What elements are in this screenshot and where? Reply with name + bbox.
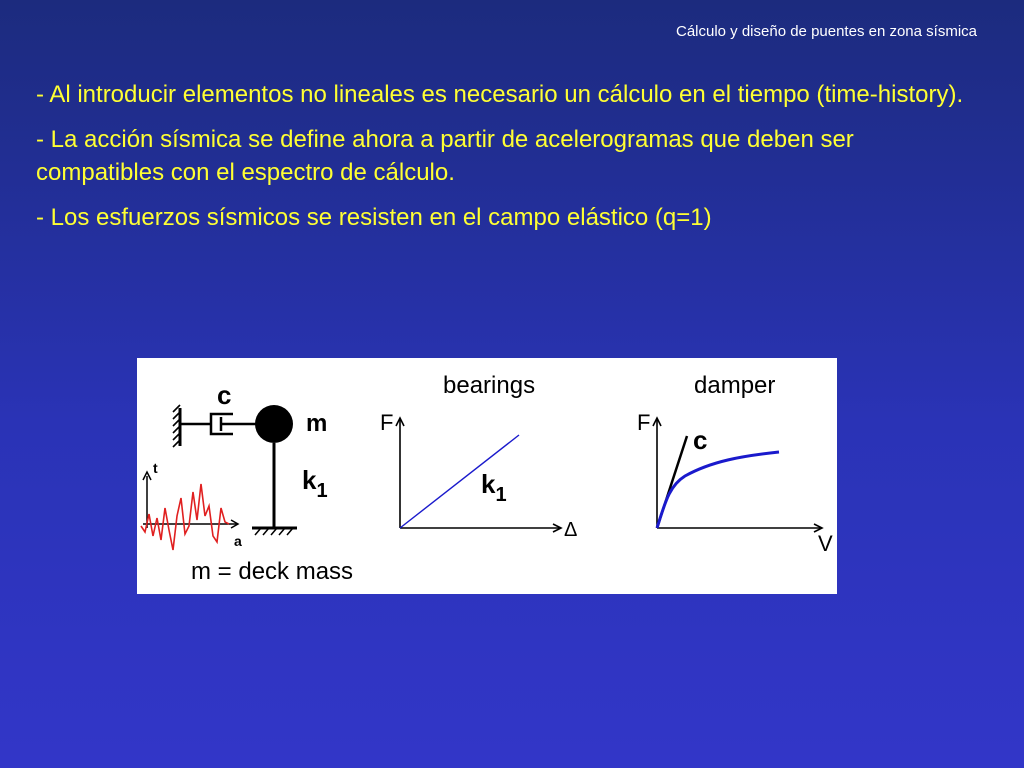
slide-header-title: Cálculo y diseño de puentes en zona sísmica: [675, 23, 977, 40]
accelerogram-plot: [141, 472, 238, 550]
support-wall: [173, 405, 180, 447]
mass-label: m: [306, 410, 328, 437]
ground-support: [252, 528, 297, 535]
bearings-y-axis-label: F: [380, 410, 394, 435]
model-panel: [141, 380, 353, 585]
bullet-list: [36, 78, 966, 246]
deck-mass: [255, 405, 293, 443]
bullet-nonlinear-analysis: - Al introducir elementos no lineales es necesario un cálculo en el tiempo (time-history).: [36, 81, 964, 108]
bearings-graph: [380, 372, 577, 541]
accel-axis-label: a: [234, 533, 242, 549]
damper-line-label: c: [693, 425, 708, 455]
damper-x-axis-label: V: [818, 531, 833, 556]
time-axis-label: t: [153, 460, 158, 476]
bullet-accelerograms: - La acción sísmica se define ahora a partir de acelerogramas que deben ser compatibles con el espectro de cálculo.: [36, 126, 854, 186]
damper-symbol: [180, 414, 258, 434]
damper-title: damper: [694, 372, 776, 399]
isolation-diagram: [137, 358, 837, 594]
accelerogram-trace: [141, 484, 229, 550]
damper-force-curve: [657, 452, 779, 528]
bearings-stiffness-line: [400, 435, 519, 528]
spring-label: $k_1$: [302, 465, 328, 502]
bullet-elastic-range: - Los esfuerzos sísmicos se resisten en el campo elástico (q=1): [36, 204, 712, 231]
bearings-slope-label: $k_1$: [481, 469, 507, 506]
damper-graph: [637, 372, 833, 556]
bearings-x-axis-label: Δ: [564, 519, 578, 541]
bearings-title: bearings: [443, 372, 536, 399]
damper-y-axis-label: F: [637, 410, 651, 435]
damper-label: c: [217, 380, 232, 410]
figure-caption: m = deck mass: [191, 558, 354, 585]
